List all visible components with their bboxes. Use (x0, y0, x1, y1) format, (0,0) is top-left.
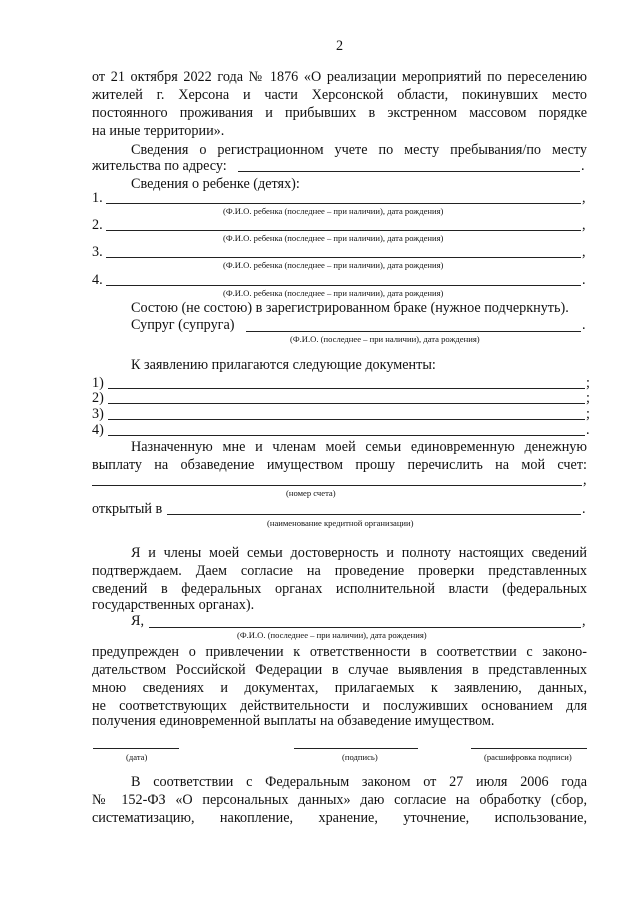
account-number-field[interactable] (92, 485, 582, 486)
consent-line-1: В соответствии с Федеральным законом от 27 июля 2006 года (131, 774, 587, 790)
children-heading: Сведения о ребенке (детях): (131, 176, 300, 192)
document-number-3: 3) (92, 406, 104, 422)
date-field[interactable] (93, 748, 179, 749)
consent-line-3: систематизацию, накопление, хранение, уточнение, использование, (92, 810, 587, 826)
registration-line-1: Сведения о регистрационном учете по месту пребывания/по месту (131, 142, 587, 158)
intro-line-4: на иные территории». (92, 123, 225, 139)
intro-line-1: от 21 октября 2022 года № 1876 «О реализации мероприятий по переселению (92, 69, 587, 85)
document-end-3: ; (586, 406, 590, 422)
warn-line-5: получения единовременной выплаты на обзаведение имуществом. (92, 713, 495, 729)
child-number-4: 4. (92, 272, 103, 288)
child-field-1[interactable] (106, 203, 581, 204)
signature-decode-field[interactable] (471, 748, 587, 749)
child-end-2: , (582, 217, 586, 233)
marriage-status: Состою (не состою) в зарегистрированном браке (нужное подчеркнуть). (131, 300, 569, 316)
signature-caption: (подпись) (342, 752, 378, 762)
consent-line-2: № 152-ФЗ «О персональных данных» даю согласие на обработку (сбор, (92, 792, 587, 808)
bank-name-field[interactable] (167, 514, 581, 515)
account-caption: (номер счета) (286, 488, 336, 498)
child-field-3[interactable] (106, 257, 581, 258)
document-end-1: ; (586, 375, 590, 391)
opened-in-label: открытый в (92, 501, 163, 517)
applicant-name-field[interactable] (149, 627, 581, 628)
applicant-caption: (Ф.И.О. (последнее – при наличии), дата рождения) (237, 630, 427, 640)
account-end: , (583, 472, 587, 488)
warn-label: Я, (131, 613, 145, 629)
documents-heading: К заявлению прилагаются следующие документы: (131, 357, 436, 373)
child-number-3: 3. (92, 244, 103, 260)
signature-decode-caption: (расшифровка подписи) (484, 752, 572, 762)
spouse-caption: (Ф.И.О. (последнее – при наличии), дата рождения) (290, 334, 480, 344)
child-caption-2: (Ф.И.О. ребенка (последнее – при наличии), дата рождения) (223, 233, 444, 243)
document-number-2: 2) (92, 390, 104, 406)
confirm-line-2: подтверждаем. Даем согласие на проведение проверки представленных (92, 563, 587, 579)
document-end-2: ; (586, 390, 590, 406)
spouse-field[interactable] (246, 331, 581, 332)
warn-line-3: мною сведениях и документах, прилагаемых к заявлению, данных, (92, 680, 587, 696)
spouse-label: Супруг (супруга) (131, 317, 235, 333)
signature-field[interactable] (294, 748, 418, 749)
child-number-1: 1. (92, 190, 103, 206)
intro-line-3: постоянного проживания и прибывших в экстренном массовом порядке (92, 105, 587, 121)
warn-end: , (582, 613, 586, 629)
document-end-4: . (586, 422, 590, 438)
child-end-3: , (582, 244, 586, 260)
page-number: 2 (336, 38, 344, 54)
intro-line-2: жителей г. Херсона и части Херсонской области, покинувших место (92, 87, 587, 103)
confirm-line-1: Я и члены моей семьи достоверность и полноту настоящих сведений (131, 545, 587, 561)
child-end-4: . (582, 272, 586, 288)
document-field-2[interactable] (108, 403, 585, 404)
child-caption-3: (Ф.И.О. ребенка (последнее – при наличии), дата рождения) (223, 260, 444, 270)
warn-line-1: предупрежден о привлечении к ответственности в соответствии с законо- (92, 644, 587, 660)
child-field-2[interactable] (106, 230, 581, 231)
document-number-4: 4) (92, 422, 104, 438)
child-caption-1: (Ф.И.О. ребенка (последнее – при наличии), дата рождения) (223, 206, 444, 216)
payment-line-1: Назначенную мне и членам моей семьи единовременную денежную (131, 439, 587, 455)
document-field-4[interactable] (108, 435, 585, 436)
registration-end: . (581, 158, 585, 174)
spouse-end: . (582, 317, 586, 333)
payment-line-2: выплату на обзаведение имуществом прошу перечислить на мой счет: (92, 457, 587, 473)
confirm-line-4: государственных органах). (92, 597, 255, 613)
document-field-3[interactable] (108, 419, 585, 420)
child-number-2: 2. (92, 217, 103, 233)
registration-label: жительства по адресу: (92, 158, 227, 174)
bank-caption: (наименование кредитной организации) (267, 518, 414, 528)
document-number-1: 1) (92, 375, 104, 391)
date-caption: (дата) (126, 752, 148, 762)
bank-end: . (582, 501, 586, 517)
child-end-1: , (582, 190, 586, 206)
warn-line-4: не соответствующих действительности и послуживших основанием для (92, 698, 587, 714)
warn-line-2: дательством Российской Федерации в случае выявления в представленных (92, 662, 587, 678)
address-field[interactable] (238, 171, 580, 172)
document-field-1[interactable] (108, 388, 585, 389)
confirm-line-3: сведений в федеральных органах исполнительной власти (федеральных (92, 581, 587, 597)
child-field-4[interactable] (106, 285, 581, 286)
child-caption-4: (Ф.И.О. ребенка (последнее – при наличии), дата рождения) (223, 288, 444, 298)
